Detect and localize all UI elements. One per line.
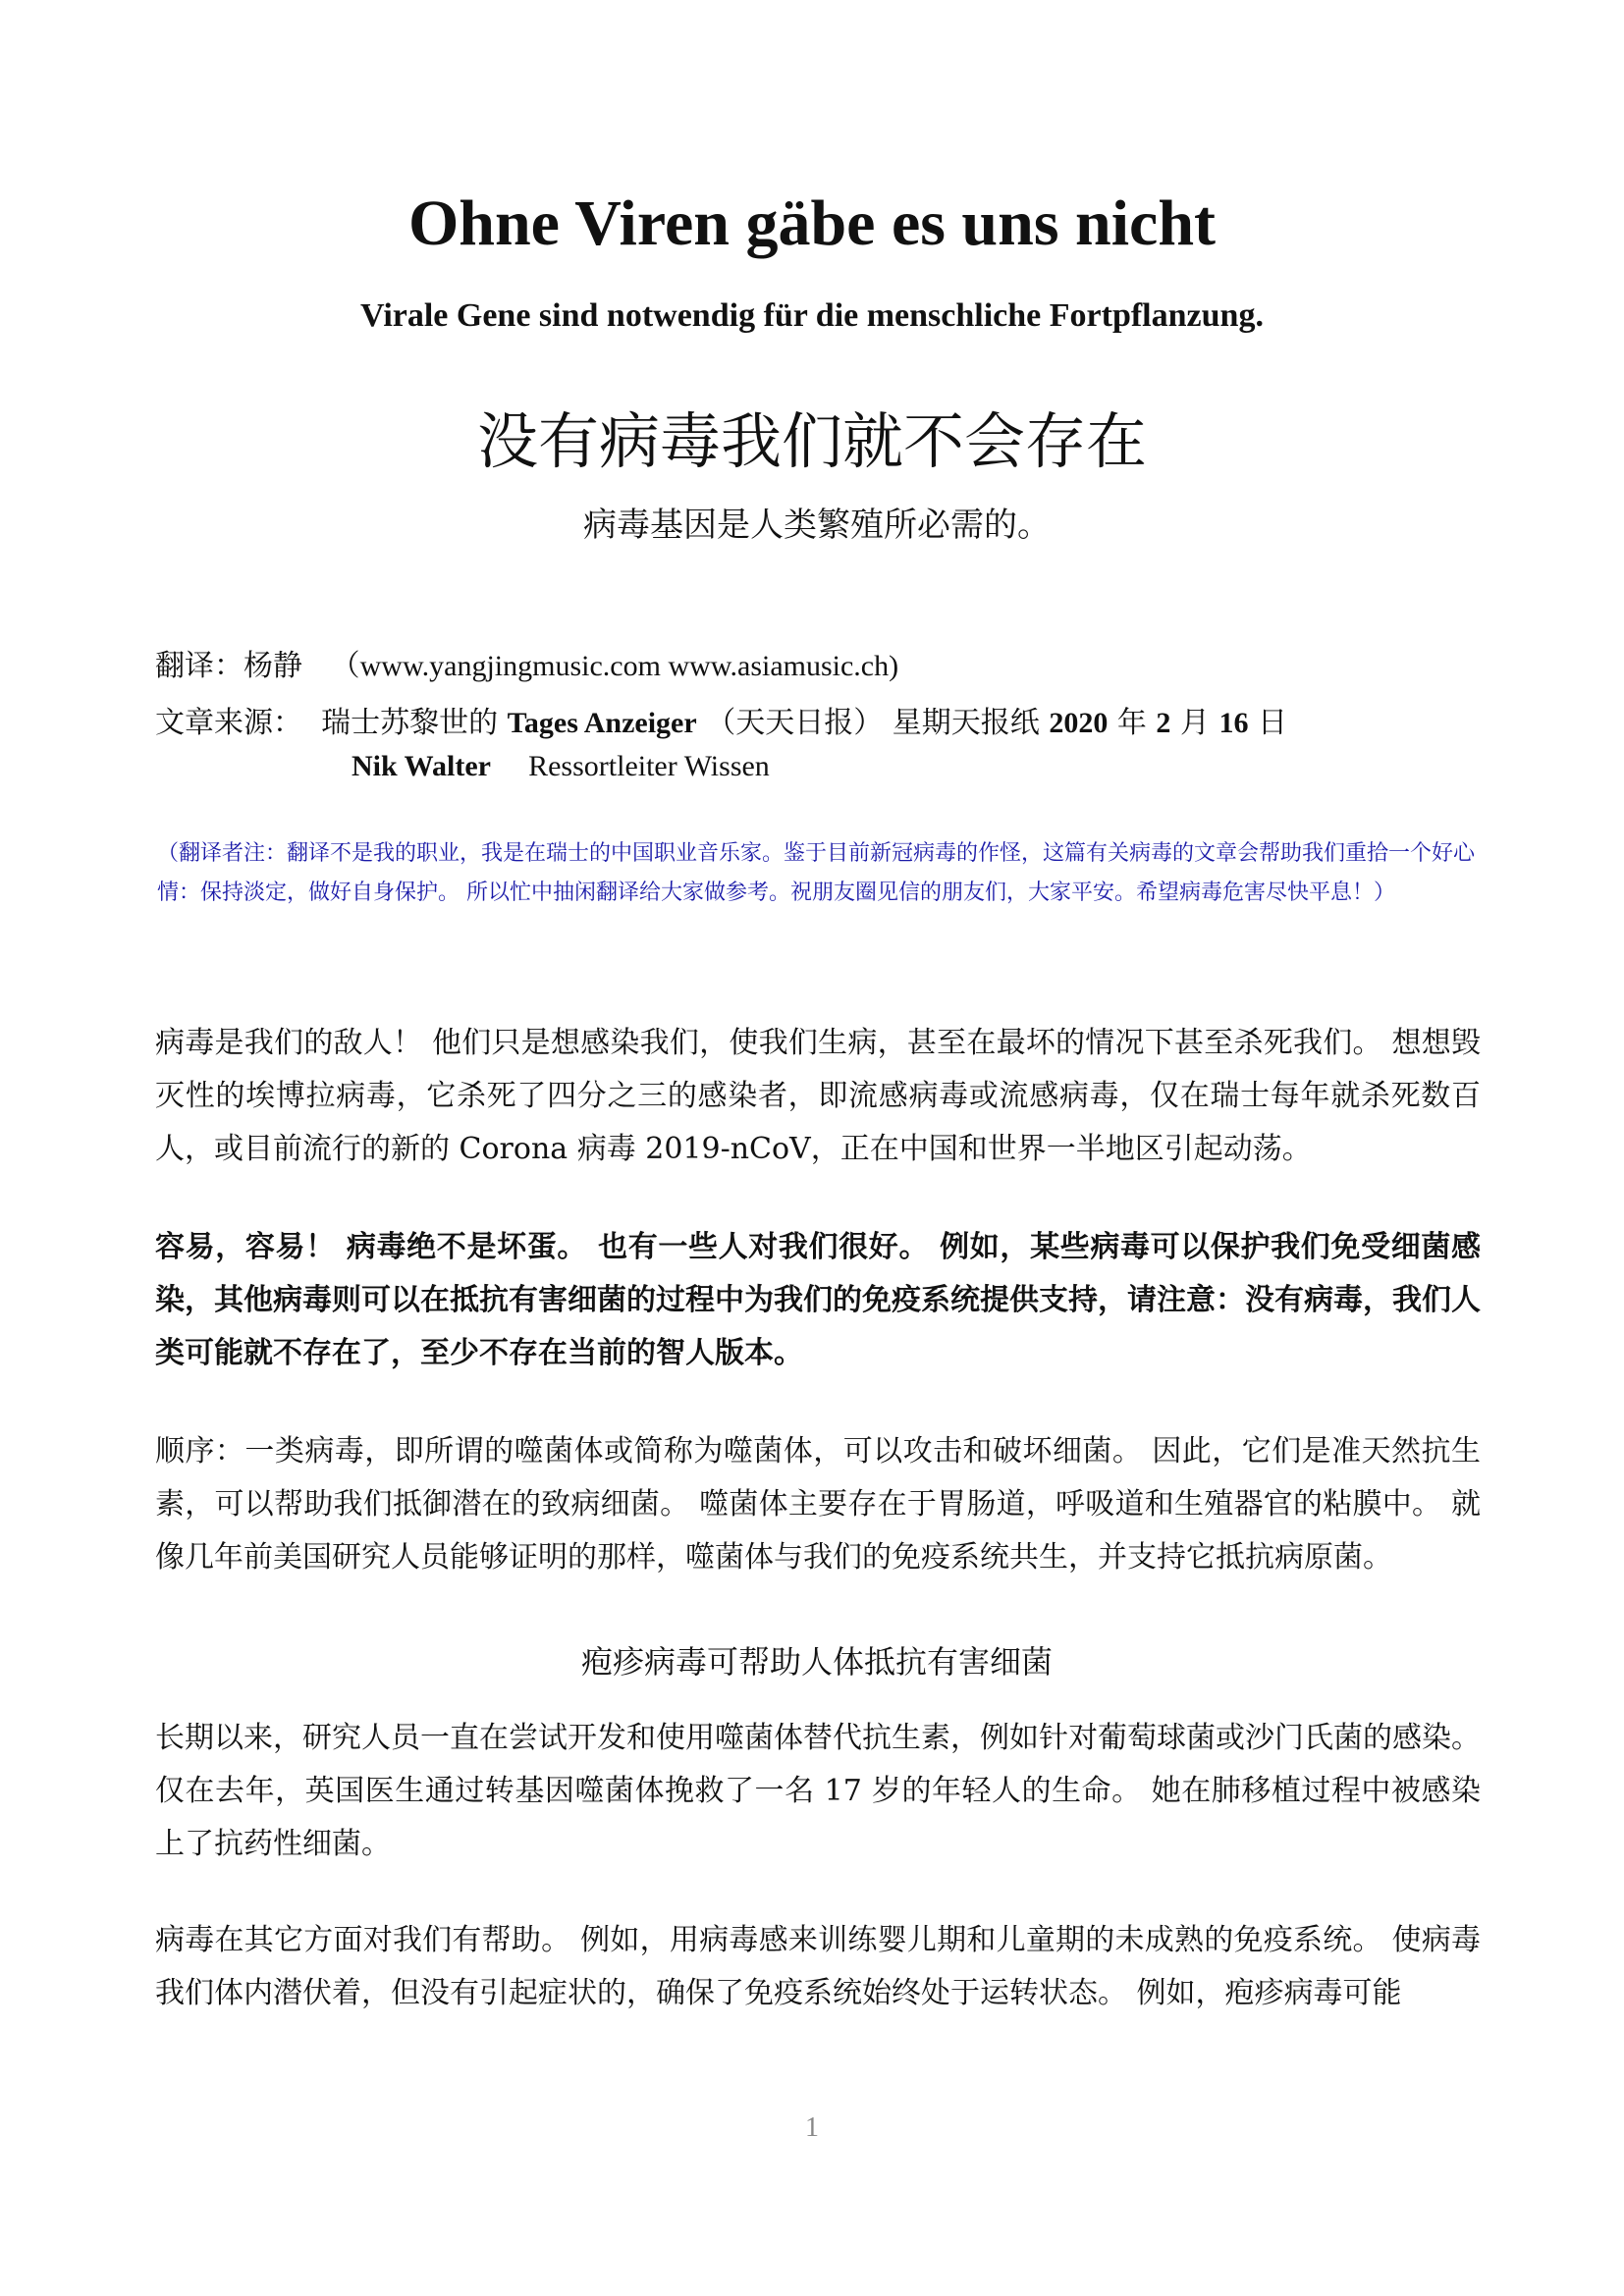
translator-note: （翻译者注：翻译不是我的职业，我是在瑞士的中国职业音乐家。鉴于目前新冠病毒的作怪，这篇有关病毒的文章会帮助我们重拾一个好心情：保持淡定，做好自身保护。 所以忙中抽闲翻译给大家做参考。祝朋友圈见信的朋友们，大家平安。希望病毒危害尽快平息！） <box>157 841 1476 905</box>
paragraph-5: 病毒在其它方面对我们有帮助。 例如，用病毒感来训练婴儿期和儿童期的未成熟的免疫系统。 使病毒我们体内潜伏着，但没有引起症状的，确保了免疫系统始终处于运转状态。 例如，疱疹病毒可能 <box>155 1923 1481 2010</box>
source-month: 2 <box>1156 707 1171 739</box>
source-label: 文章来源： <box>155 706 302 740</box>
title-german: Ohne Viren gäbe es uns nicht <box>407 187 1217 259</box>
translator-name: 杨静 <box>244 649 302 683</box>
source-paper-zh: （天天日报） <box>706 706 884 740</box>
source-day-unit: 日 <box>1258 706 1288 740</box>
translator-sites: （www.yangjingmusic.com www.asiamusic.ch) <box>330 650 899 682</box>
source-day: 16 <box>1218 707 1249 739</box>
paragraph-3: 顺序：一类病毒，即所谓的噬菌体或简称为噬菌体，可以攻击和破坏细菌。 因此，它们是准天然抗生素，可以帮助我们抵御潜在的致病细菌。 噬菌体主要存在于胃肠道，呼吸道和生殖器官的粘膜中。 就像几年前美国研究人员能够证明的那样，噬菌体与我们的免疫系统共生，并支持它抵抗病原菌。 <box>155 1434 1481 1575</box>
author-name: Nik Walter <box>352 750 491 782</box>
title-chinese: 没有病毒我们就不会存在 <box>476 405 1147 477</box>
source-edition: 星期天报纸 <box>892 706 1040 740</box>
translator-line <box>155 646 898 687</box>
author-title: Ressortleiter Wissen <box>528 750 770 782</box>
paragraph-1: 病毒是我们的敌人！ 他们只是想感染我们，使我们生病，甚至在最坏的情况下甚至杀死我们。 想想毁灭性的埃博拉病毒，它杀死了四分之三的感染者，即流感病毒或流感病毒，仅在瑞士每年就杀死数百人，或目前流行的新的 Corona 病毒 2019-nCoV，正在中国和世界一半地区引起动荡。 <box>155 1026 1481 1166</box>
author-line <box>352 746 770 787</box>
source-line <box>155 703 1287 744</box>
section-heading: 疱疹病毒可帮助人体抵抗有害细菌 <box>580 1643 1053 1681</box>
source-prefix: 瑞士苏黎世的 <box>321 706 499 740</box>
subtitle-chinese: 病毒基因是人类繁殖所必需的。 <box>583 506 1051 545</box>
paragraph-4: 长期以来，研究人员一直在尝试开发和使用噬菌体替代抗生素，例如针对葡萄球菌或沙门氏菌的感染。 仅在去年，英国医生通过转基因噬菌体挽救了一名 17 岁的年轻人的生命。 她在肺移植过程中被感染上了抗药性细菌。 <box>155 1721 1481 1861</box>
paragraph-2: 容易，容易！ 病毒绝不是坏蛋。 也有一些人对我们很好。 例如，某些病毒可以保护我们免受细菌感染，其他病毒则可以在抵抗有害细菌的过程中为我们的免疫系统提供支持，请注意：没有病毒，我们人类可能就不存在了，至少不存在当前的智人版本。 <box>155 1230 1481 1370</box>
source-paper: Tages Anzeiger <box>507 707 697 739</box>
page-number: 1 <box>805 2112 819 2143</box>
subtitle-german: Virale Gene sind notwendig für die menschliche Fortpflanzung. <box>360 297 1264 334</box>
source-year-unit: 年 <box>1116 706 1147 740</box>
source-year: 2020 <box>1049 707 1109 739</box>
translator-label: 翻译： <box>155 649 244 683</box>
source-month-unit: 月 <box>1179 706 1210 740</box>
